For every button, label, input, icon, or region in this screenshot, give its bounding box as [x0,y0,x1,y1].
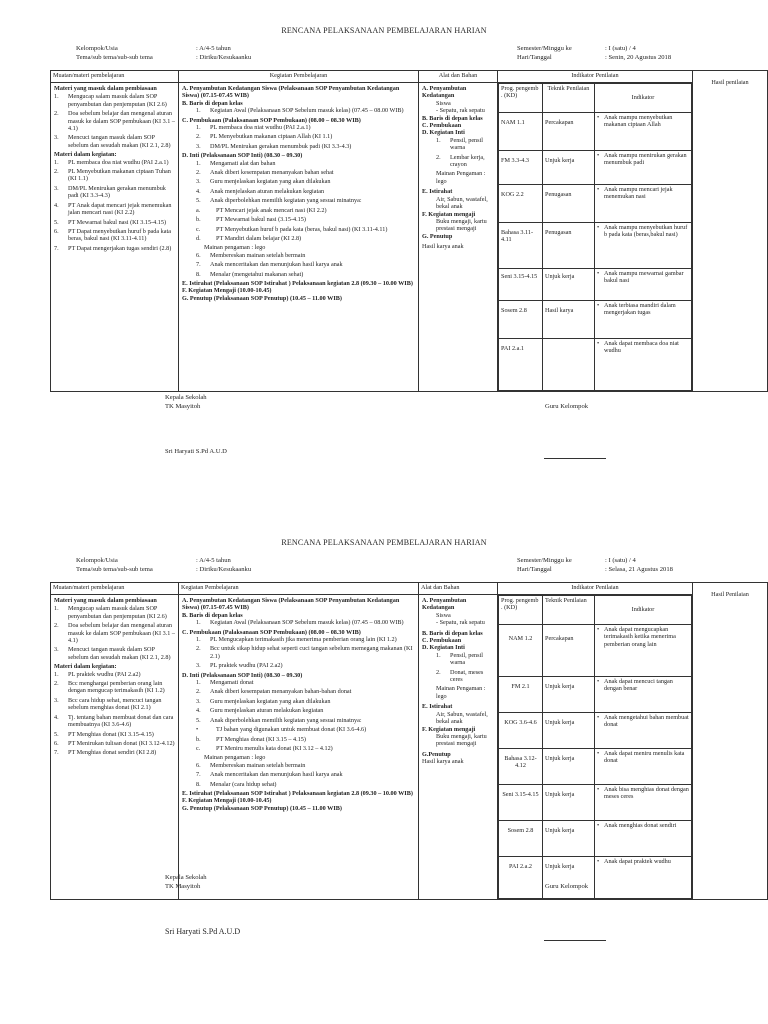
table-row: Bahasa 3.11-4.11 Penugasan • Anak mampu menyebutkan huruf b pada kata (beras,bakul nasi) [499,223,692,269]
materi-heading: Materi yang masuk dalam pembiasaan [54,597,157,604]
page-title: RENCANA PELAKSANAAN PEMBELAJARAN HARIAN [281,26,487,35]
alat-inti: D. Kegiatan Inti [422,129,465,137]
table-row: PAI 2.a.2 Unjuk kerja • Anak dapat praktek wudhu [499,857,692,899]
col-indikator-penilaian-header: Indikator Penilaian [498,583,693,595]
kp-penutup: G. Penutup (Pelaksanaan SOP Penutup) (10.45 – 11.00 WIB) [182,804,342,812]
kelompok-value: : A/4-5 tahun [196,45,231,52]
kp-istirahat: E. Istirahat (Pelaksanaan SOP Istirahat ) Pelaksanaan kegiatan 2.8 (09.30 – 10.00 WIB) [182,789,413,797]
col-kegiatan-header: Kegiatan Pembelajaran [179,71,419,83]
meta-right [517,556,673,574]
list-item: b. PT Menghias donat (KI 3.15 – 4.15) [196,735,306,743]
kp-pembukaan: C. Pembukaan (Palaksanaan SOP Pembukaan) (08.00 – 08.30 WIB) [182,628,361,636]
alat-sepatu: - Sepatu, rak sepatu [436,619,485,627]
list-item: 4. Guru menjelaskan aturan melakukan kegiatan [196,707,324,715]
col-hasil-header: Hasil penilaian [693,71,768,392]
list-item: 3. DM/PL Menirukan gerakan menumbuk padi (KI 3.3-4.3) [196,142,352,150]
col-alat-header: Alat dan Bahan [419,71,498,83]
teknik-header: Teknik Penilaian [543,596,595,625]
alat-baris: B. Baris di depan kelas [422,629,483,637]
alat-mengaji: F. Kegiatan mengaji [422,725,476,733]
list-item: 6. PT Dapat menyebutkan huruf b pada kata beras, bakul nasi (KI 3.11-4.11) [54,227,171,243]
table-header-row [51,71,768,83]
list-item: 3. Mencuci tangan masuk dalam SOP sebelum dan sesudah makan (KI 2.1, 2.8) [54,646,171,661]
indikator-table [498,83,692,391]
list-item: c. PT Meniru menulis kata donat (KI 3.12 – 4.12) [196,744,333,752]
list-item: 2. Anak diberi kesempatan menanyakan bahan-bahan donat [196,688,352,696]
guru-label: Guru Kelompok [545,403,589,410]
alat-istirahat-text: Air, Sabun, wastafel, bekal anak [436,710,488,726]
kp-penutup: G. Penutup (Pelaksanaan SOP Penutup) (10.45 – 11.00 WIB) [182,294,342,302]
kp-mainan: Mainan pengaman : lego [204,754,266,762]
kegiatan-list [54,671,175,757]
list-item: 1. Mengamati donat [196,679,254,687]
table-header-row [51,583,768,595]
list-item: b. PT Mewarnai bakul nasi (3.15-4.15) [196,216,306,224]
indikator-header: Indikator [595,84,692,113]
list-item: 6. Membereskan mainan setelah bermain [196,761,306,769]
indikator-header: Indikator [595,596,692,625]
table-row: NAM 1.2 Percakapan • Anak dapat mengucapkan terimakasih ketika menerima pemberian orang lain [499,625,692,677]
alat-mainan: Mainan Pengaman : lego [436,685,486,700]
kelompok-label: Kelompok/Usia [76,557,118,564]
semester-label: Semester/Minggu ke [517,45,572,52]
materi-heading: Materi yang masuk dalam pembiasaan [54,85,157,92]
list-item: 5. PT Menghias donat (KI 3.15-4.15) [54,730,154,738]
hari-value: : Selasa, 21 Agustus 2018 [605,566,673,573]
list-item: 3. DM/PL Menirukan gerakan menumbuk padi (KI 3.3-4.3) [54,184,166,200]
materi-list [54,605,175,661]
lesson-plan-table [50,582,768,900]
list-item: • TJ bahan yang digunakan untuk membuat donat (KI 3.6-4.6) [196,726,367,734]
kp-penyambutan: A. Penyambutan Kedatangan Siswa (Pelaksanaan SOP Penyambutan Kedatangan Siswa) (07.15-07.45 WIB) [182,597,400,612]
kepala-name: Sri Haryati S.Pd A.U.D [165,927,241,936]
muatan-cell [51,595,179,900]
kp-mainan: Mainan pengaman : lego [204,244,266,252]
list-item: 4. Tj. tentang bahan membuat donat dan cara membuatnya (KI 3.6-4.6) [54,713,174,729]
alat-siswa: Siswa [436,99,451,107]
kelompok-value: : A/4-5 tahun [196,557,231,564]
kegiatan-cell [179,595,419,900]
kp-baris: B. Baris di depan kelas [182,611,243,619]
kepala-label: Kepala Sekolah [165,394,207,401]
materi-list [54,93,175,149]
table-row: PAI 2.a.1 • Anak dapat membaca doa niat wudhu [499,339,692,391]
alat-cell [419,595,498,900]
list-item: 3. Guru menjelaskan kegiatan yang akan dilakukan [196,697,331,705]
lesson-plan-table [50,70,768,392]
meta-left [76,556,251,574]
alat-penyambutan: A. Penyambutan Kedatangan [422,597,467,612]
alat-pembukaan: C. Pembukaan [422,122,462,130]
list-item: 1. PL membaca doa niat wudhu (PAI 2.a.1) [54,158,169,166]
table-row: Seni 3.15-4.15 Unjuk kerja • Anak mampu mewarnai gambar bakul nasi [499,269,692,301]
kp-mengaji: F. Kegiatan Mengaji (10.00-10.45) [182,797,272,805]
alat-baris: B. Baris di depan kelas [422,114,483,122]
alat-mengaji-text: Buku mengaji, kartu prestasi mengaji [436,217,487,233]
meta-left [76,44,251,62]
table-row: Seni 3.15-4.15 Unjuk kerja • Anak bisa menghias donat dengan meses ceres [499,785,692,821]
semester-value: : I (satu) / 4 [605,557,636,564]
hari-label: Hari/Tanggal [517,566,552,573]
sekolah-label: TK Masyitoh [165,403,201,410]
alat-sepatu: - Sepatu, rak sepatu [436,107,485,115]
teknik-header: Teknik Penilaian [543,84,595,113]
tema-label: Tema/sub tema/sub-sub tema [76,566,153,573]
list-item: d. PT Mandiri dalam belajar (KI 2.8) [196,234,302,242]
alat-mainan: Mainan Pengaman : lego [436,170,486,185]
list-item: 5. PT Mewarnai bakul nasi (KI 3.15-4.15) [54,218,167,226]
list-item: a. PT Mencari jejak anak mencari nasi (KI 2.2) [196,206,327,214]
table-row: KOG 2.2 Penugasan • Anak mampu mencari jejak menemukan nasi [499,185,692,223]
table-row: Bahasa 3.12-4.12 Unjuk kerja • Anak dapat meniru menulis kata donat [499,749,692,785]
list-item: 1. Kegiatan Awal (Pelaksanaan SOP Sebelum masuk kelas) (07.45 – 08.00 WIB) [196,619,404,627]
col-muatan-header: Muatan/materi pembelajaran [51,71,179,83]
kp-baris: B. Baris di depan kelas [182,99,243,107]
table-row: KOG 3.6-4.6 Unjuk kerja • Anak mengetahui bahan membuat donat [499,713,692,749]
list-item: 4. Anak menjelaskan aturan melakukan kegiatan [196,187,325,195]
alat-penutup-text: Hasil karya anak [422,758,464,766]
table-row: NAM 1.1 Percakapan • Anak mampu menyebutkan makanan ciptaan Allah [499,113,692,151]
list-item: 2. Anak diberi kesempatan menanyakan bahan sehat [196,169,334,177]
table-row: FM 3.3-4.3 Unjuk kerja • Anak mampu menirukan gerakan menumbuk padi [499,151,692,185]
kp-inti: D. Inti (Pelaksanaan SOP Inti) (08.30 – 09.30) [182,152,303,160]
list-item: 6. Membereskan mainan setelah bermain [196,251,306,259]
list-item: 1. Pensil, pensil warna [436,651,484,667]
list-item: 5. Anak diperbolehkan memilih kegiatan yang sesuai minatnya: [196,197,362,205]
list-item: 1. Mengucap salam masuk dalam SOP penyambutan dan penjemputan (KI 2.6) [54,605,167,620]
tema-label: Tema/sub tema/sub-sub tema [76,54,153,61]
hari-label: Hari/Tanggal [517,54,552,61]
kegiatan-heading: Materi dalam kegiatan: [54,663,117,671]
indikator-cell [498,83,693,392]
col-muatan-header: Muatan/materi pembelajaran [51,583,179,595]
alat-cell [419,83,498,392]
page-title: RENCANA PELAKSANAAN PEMBELAJARAN HARIAN [281,538,487,547]
alat-istirahat: E. Istirahat [422,703,453,711]
list-item: 2. Doa sebelum belajar dan mengenal aturan masuk ke dalam SOP pembukaan (KI 3.1 – 4.1) [54,110,175,133]
list-item: 7. PT Menghias donat sendiri (KI 2.8) [54,749,157,757]
table-row: Sosem 2.8 Unjuk kerja • Anak menghias donat sendiri [499,821,692,857]
kp-mengaji: F. Kegiatan Mengaji (10.00-10.45) [182,287,272,295]
list-item: 2. Doa sebelum belajar dan mengenal aturan masuk ke dalam SOP pembukaan (KI 3.1 – 4.1) [54,622,175,645]
prog-header: Prog. pengemb . (KD) [499,84,543,113]
alat-istirahat: E. Istirahat [422,188,453,196]
guru-label: Guru Kelompok [545,883,589,890]
sekolah-label: TK Masyitoh [165,883,201,890]
list-item: 7. PT Dapat mengerjakan tugas sendiri (2.8) [54,244,172,252]
signature-line [544,458,606,459]
alat-pembukaan: C. Pembukaan [422,637,462,645]
list-item: 2. PL Menyebutkan makanan ciptaan Tuhan (KI 1.1) [54,168,171,183]
list-item: 1. Mengamati alat dan bahan [196,159,276,167]
kelompok-label: Kelompok/Usia [76,45,118,52]
list-item: 8. Menalar (mengetahui makanan sehat) [196,270,304,278]
semester-label: Semester/Minggu ke [517,557,572,564]
tema-value: : Diriku/Kesukaanku [196,54,252,61]
prog-header: Prog. pengemb . (KD) [499,596,543,625]
alat-mengaji: F. Kegiatan mengaji [422,210,476,218]
list-item: 2. Bcc menghargai pemberian orang lain dengan mengucap terimakasih (KI 1.2) [54,680,165,695]
list-item: 3. PL praktek wudhu (PAI 2.a2) [196,662,283,670]
list-item: 2. Donat, meses ceres [436,668,484,684]
indikator-header-row [499,84,692,113]
kegiatan-list [54,159,175,252]
meta-right [517,44,671,62]
hari-value: : Senin, 20 Agustus 2018 [605,54,672,61]
alat-penutup: G. Penutup [422,232,453,240]
indikator-cell [498,595,693,900]
kepala-name: Sri Haryati S.Pd A.U.D [165,448,227,455]
indikator-table [498,595,692,899]
list-item: 1. Kegiatan Awal (Pelaksanaan SOP Sebelum masuk kelas) (07.45 – 08.00 WIB) [196,107,404,115]
alat-inti: D. Kegiatan Inti [422,644,465,652]
list-item: 6. PT Menirukan tulisan donat (KI 3.12-4.12) [54,739,175,747]
signature-left [165,393,207,411]
kp-istirahat: E. Istirahat (Pelaksanaan SOP Istirahat ) Pelaksanaan kegiatan 2.8 (09.30 – 10.00 WIB) [182,279,413,287]
kegiatan-heading: Materi dalam kegiatan: [54,151,117,159]
kp-pembukaan: C. Pembukaan (Palaksanaan SOP Pembukaan) (08.00 – 08.30 WIB) [182,116,361,124]
table-row: FM 2.1 Unjuk kerja • Anak dapat mencuci tangan dengan benar [499,677,692,713]
list-item: 2. PL Menyebutkan makanan ciptaan Allah (KI 1.1) [196,133,333,141]
signature-line [544,940,606,941]
col-hasil-header: Hasil Penilaian [693,583,768,900]
list-item: 1. Mengucap salam masuk dalam SOP penyambutan dan penjemputan (KI 2.6) [54,93,167,108]
list-item: 3. Mencuci tangan masuk dalam SOP sebelum dan sesudah makan (KI 2.1, 2.8) [54,134,171,149]
list-item: 1. PL praktek wudhu (PAI 2.a2) [54,670,141,678]
alat-penutup: G.Penutup [422,750,451,758]
list-item: 4. PT Anak dapat mencari jejak menemukan jalan mencari nasi (KI 2.2) [54,201,172,217]
list-item: 7. Anak menceritakan dan menunjukan hasil karya anak [196,261,343,269]
list-item: 1. PL membaca doa niat wudhu (PAI 2.a.1) [196,124,311,132]
semester-value: : I (satu) / 4 [605,45,636,52]
kp-inti: D. Inti (Pelaksanaan SOP Inti) (08.30 – 09.30) [182,671,303,679]
alat-mengaji-text: Buku mengaji, kartu prestasi mengaji [436,732,487,748]
col-alat-header: Alat dan Bahan [419,583,498,595]
list-item: 2. Lembar kerja, crayon [436,153,485,169]
col-indikator-penilaian-header: Indikator Penilaian [498,71,693,83]
col-kegiatan-header: Kegiatan Pembelajaran [179,583,419,595]
list-item: 3. Bcc cara hidup sehat, mencuci tangan sebelum menghias donat (KI 2.1) [54,696,162,712]
alat-siswa: Siswa [436,611,451,619]
alat-penyambutan: A. Penyambutan Kedatangan [422,85,467,100]
list-item: 5. Anak diperbolehkan memilih kegiatan yang sesuai minatnya: [196,716,362,724]
kepala-label: Kepala Sekolah [165,874,207,881]
alat-istirahat-text: Air, Sabun, wastafel, bekal anak [436,195,488,211]
list-item: 2. Bcc untuk sikap hidup sehat seperti cuci tangan sebelum memegang makanan (KI 2.1) [196,645,413,660]
kp-penyambutan: A. Penyambutan Kedatangan Siswa (Pelaksanaan SOP Penyambutan Kedatangan Siswa) (07.15-07.45 WIB) [182,85,400,100]
list-item: 3. Guru menjelaskan kegiatan yang akan dilakukan [196,178,331,186]
muatan-cell [51,83,179,392]
table-row: Sosem 2.8 Hasil karya • Anak terbiasa mandiri dalam mengerjakan tugas [499,301,692,339]
list-item: 7. Anak menceritakan dan menunjukan hasil karya anak [196,771,343,779]
alat-penutup-text: Hasil karya anak [422,243,464,251]
tema-value: : Diriku/Kesukaanku [196,566,252,573]
list-item: 1. Pensil, pensil warna [436,136,484,152]
indikator-header-row [499,596,692,625]
list-item: 1. PL Mengucapkan terimakasih jika menerima pemberian orang lain (KI 1.2) [196,636,397,644]
list-item: c. PT Menyebutkan huruf b pada kata (beras, bakul nasi) (KI 3.11-4.11) [196,225,388,233]
list-item: 8. Menalar (cara hidup sehat) [196,780,277,788]
signature-left [165,873,207,891]
kegiatan-cell [179,83,419,392]
